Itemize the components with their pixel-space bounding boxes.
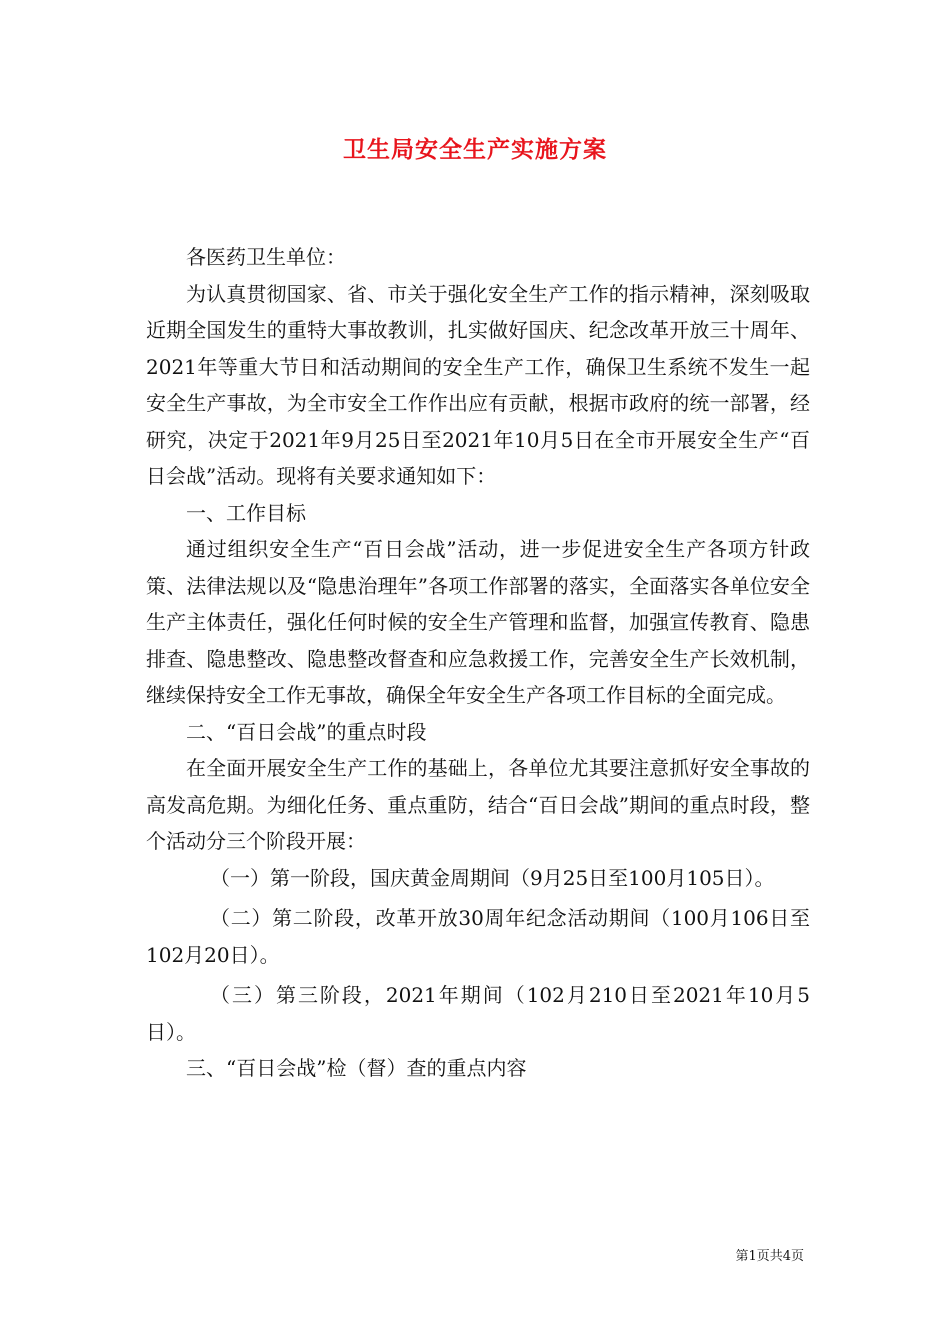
salutation: 各医药卫生单位： [186,245,346,269]
document-body [146,239,810,1087]
stage-one: （一）第一阶段，国庆黄金周期间（9月25日至100月105日）。 [210,865,775,890]
paragraph-intro: 为认真贯彻国家、省、市关于强化安全生产工作的指示精神，深刻吸取近期全国发生的重特大事故教训，扎实做好国庆、纪念改革开放三十周年、2021年等重大节日和活动期间的安全生产工作，确保卫生系统不发生一起安全生产事故，为全市安全工作作出应有贡献，根据市政府的统一部署，经研究，决定于2021年9月25日至2021年10月5日在全市开展安全生产“百日会战”活动。现将有关要求通知如下： [146,281,810,488]
heading-work-goal: 一、工作目标 [186,500,306,525]
heading-key-periods: 二、“百日会战”的重点时段 [186,719,427,744]
stage-two: （二）第二阶段，改革开放30周年纪念活动期间（100月106日至102月20日）。 [146,906,810,967]
paragraph-goal: 通过组织安全生产“百日会战”活动，进一步促进安全生产各项方针政策、法律法规以及“隐患治理年”各项工作部署的落实，全面落实各单位安全生产主体责任，强化任何时候的安全生产管理和监督，加强宣传教育、隐患排查、隐患整改、隐患整改督查和应急救援工作，完善安全生产长效机制，继续保持安全工作无事故，确保全年安全生产各项工作目标的全面完成。 [146,537,810,707]
page-number: 第1页共4页 [735,1249,804,1264]
heading-inspection-content: 三、“百日会战”检（督）查的重点内容 [186,1056,527,1080]
paragraph-periods-intro: 在全面开展安全生产工作的基础上，各单位尤其要注意抓好安全事故的高发高危期。为细化任务、重点重防，结合“百日会战”期间的重点时段，整个活动分三个阶段开展： [146,756,810,853]
document-title: 卫生局安全生产实施方案 [343,136,607,163]
stage-three: （三）第三阶段，2021年期间（102月210日至2021年10月5日）。 [146,983,810,1044]
